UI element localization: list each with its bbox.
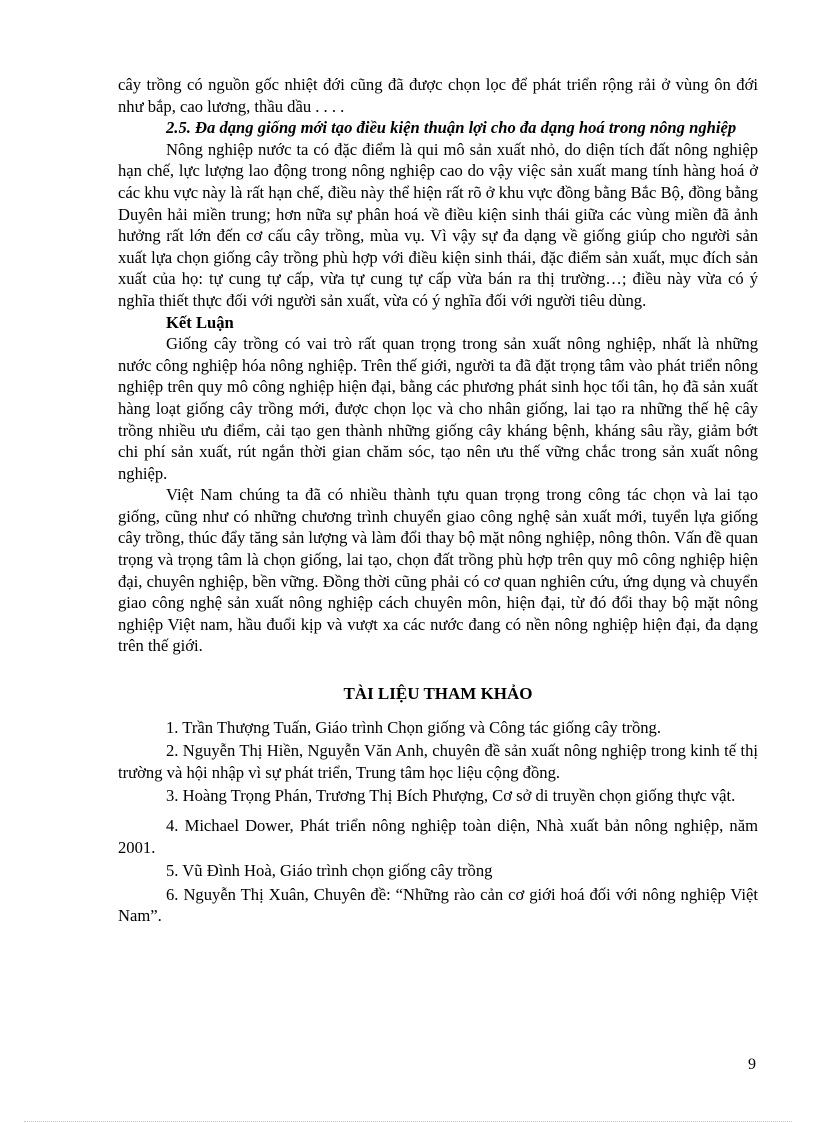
reference-list [118, 717, 758, 927]
paragraph-section: Nông nghiệp nước ta có đặc điểm là qui mô sản xuất nhỏ, do diện tích đất nông nghiệp hạn chế, lực lượng lao động trong nông nghiệp cao do vậy việc sản xuất mang tính hàng hoá ở các khu vực này là rất hạn chế, điều này thể hiện rất rõ ở khu vực đồng bằng Bắc Bộ, đồng bằng Duyên hải miền trung; hơn nữa sự phân hoá về điều kiện sinh thái giữa các vùng miền đã ảnh hưởng rất lớn đến cơ cấu cây trồng, mùa vụ. Vì vậy sự đa dạng về giống giúp cho người sản xuất lựa chọn giống cây trồng phù hợp với điều kiện sinh thái, đặc điểm sản xuất, mục đích sản xuất của họ: tự cung tự cấp, vừa tự cung tự cấp vừa bán ra thị trường…; điều này vừa có ý nghĩa thiết thực đối với người sản xuất, vừa có ý nghĩa đối với người tiêu dùng. [118, 139, 758, 310]
reference-item: 3. Hoàng Trọng Phán, Trương Thị Bích Phượng, Cơ sở di truyền chọn giống thực vật. [166, 786, 736, 806]
section-heading: 2.5. Đa dạng giống mới tạo điều kiện thuận lợi cho đa dạng hoá trong nông nghiệp [166, 118, 737, 138]
paragraph-intro: cây trồng có nguồn gốc nhiệt đới cũng đã được chọn lọc để phát triển rộng rải ở vùng ôn đới như bắp, cao lương, thầu dầu . . . . [118, 75, 758, 116]
reference-item: 4. Michael Dower, Phát triển nông nghiệp toàn diện, Nhà xuất bản nông nghiệp, năm 2001. [118, 816, 758, 857]
reference-item: 6. Nguyễn Thị Xuân, Chuyên đề: “Những rào cản cơ giới hoá đối với nông nghiệp Việt Nam”. [118, 884, 758, 926]
paragraph-conclusion-1: Giống cây trồng có vai trò rất quan trọng trong sản xuất nông nghiệp, nhất là những nước công nghiệp hóa nông nghiệp. Trên thế giới, người ta đã đặt trọng tâm vào phát triển nông nghiệp trên quy mô công nghiệp hiện đại, bằng các phương phát sinh học tối tân, họ đã sản xuất hàng loạt giống cây trồng mới, được chọn lọc và cho nhân giống, lai tạo ra những thế hệ cây trồng nhiều ưu điểm, cải tạo gen thành những giống cây kháng bệnh, kháng sâu rầy, giảm bớt chi phí sản xuất, rút ngắn thời gian chăm sóc, tạo nên ưu thế vững chắc trong sản xuất nông nghiệp. [118, 334, 758, 483]
reference-item: 5. Vũ Đình Hoà, Giáo trình chọn giống cây trồng [166, 861, 493, 881]
page-number: 9 [748, 1056, 756, 1073]
references-title: TÀI LIỆU THAM KHẢO [343, 684, 533, 704]
reference-item: 1. Trần Thượng Tuấn, Giáo trình Chọn giống và Công tác giống cây trồng. [166, 717, 661, 737]
document-page [118, 74, 758, 929]
reference-item: 2. Nguyễn Thị Hiền, Nguyễn Văn Anh, chuyên đề sản xuất nông nghiệp trong kinh tế thị trường và hội nhập vì sự phát triển, Trung tâm học liệu cộng đồng. [118, 741, 758, 782]
paragraph-conclusion-2: Việt Nam chúng ta đã có nhiều thành tựu quan trọng trong công tác chọn và lai tạo giống, cũng như có những chương trình chuyển giao công nghệ sản xuất mới, tuyển lựa giống cây trồng, thúc đẩy tăng sản lượng và làm đổi thay bộ mặt nông nghiệp, nông thôn. Vấn đề quan trọng và trọng tâm là chọn giống, lai tạo, chọn đất trồng phù hợp trên quy mô công nghiệp hiện đại, chuyên nghiệp, bền vững. Đồng thời cũng phải có cơ quan nghiên cứu, ứng dụng và chuyển giao công nghệ sản xuất nông nghiệp cách chuyên môn, hiện đại, từ đó đổi thay bộ mặt nông nghiệp Việt nam, hầu đuổi kịp và vượt xa các nước đang có nền nông nghiệp hiện đại, đa dạng trên thế giới. [118, 485, 758, 656]
conclusion-heading: Kết Luận [166, 312, 234, 332]
page-bottom-divider [24, 1121, 792, 1122]
